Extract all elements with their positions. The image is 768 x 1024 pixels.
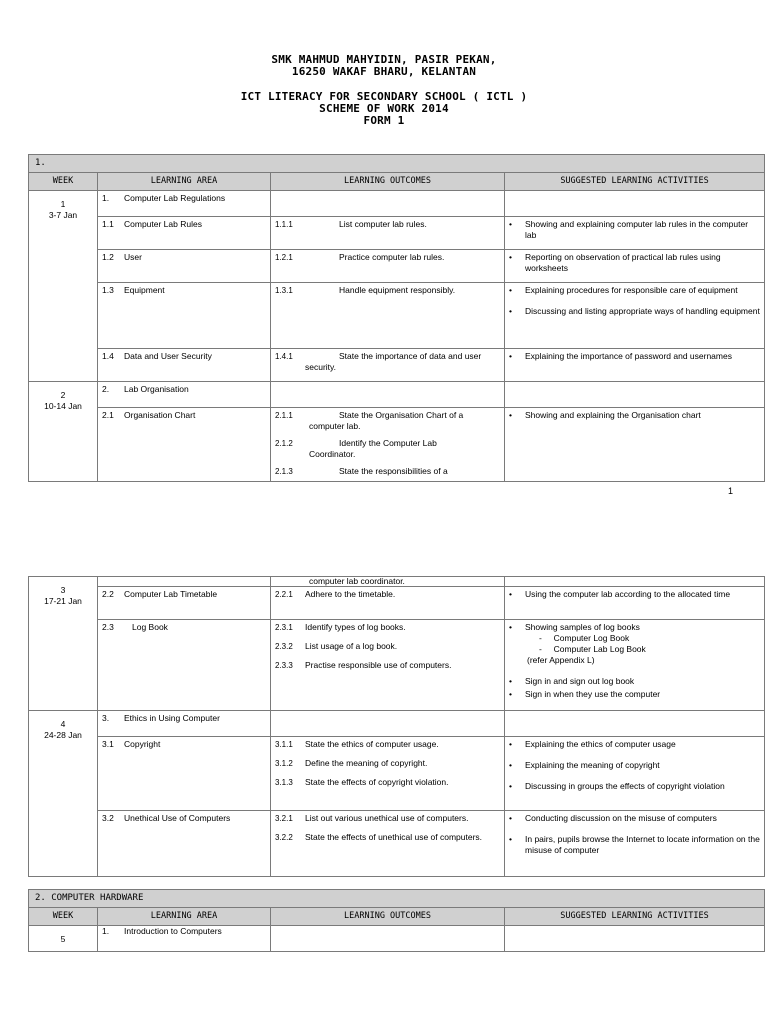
outcome-item: 2.3.2 List usage of a log book. [275, 641, 398, 651]
scheme-table-page1 [28, 154, 765, 482]
week-number: 5 [60, 934, 66, 944]
outcome-item: 1.3.1 Handle equipment responsibly. [275, 285, 456, 295]
school-address: 16250 WAKAF BHARU, KELANTAN [291, 65, 477, 78]
area-cell [98, 811, 271, 877]
activity-item: • Reporting on observation of practical lab rules using worksheets [509, 252, 721, 273]
week-cell [29, 577, 98, 711]
week-header: WEEK [29, 173, 98, 191]
area-label: Computer Lab Rules [124, 219, 202, 229]
outcome-continuation: computer lab. [309, 421, 361, 431]
outcome-item: 1.2.1 Practice computer lab rules. [275, 252, 445, 262]
area-number: 2.2 [102, 589, 114, 599]
activity-item: • Discussing in groups the effects of copyright violation [509, 781, 725, 791]
outcome-item: 1.1.1 List computer lab rules. [275, 219, 427, 229]
topic-cell [98, 382, 271, 408]
activity-item: • Explaining procedures for responsible care of equipment [509, 285, 738, 295]
school-name: SMK MAHMUD MAHYIDIN, PASIR PEKAN, [271, 53, 497, 66]
topic-number: 3. [102, 713, 110, 723]
week-number: 2 [60, 390, 66, 400]
area-cell [98, 283, 271, 349]
learning-area-header: LEARNING AREA [98, 173, 271, 191]
activity-item: • Sign in when they use the computer [509, 689, 661, 699]
outcome-item: 2.2.1 Adhere to the timetable. [275, 589, 396, 599]
scheme-table-page2 [28, 576, 765, 877]
activity-subitem: - Computer Log Book [539, 633, 630, 643]
topic-number: 2. [102, 384, 110, 394]
area-cell [98, 587, 271, 620]
outcome-continuation: Coordinator. [309, 449, 356, 459]
topic-cell [98, 711, 271, 737]
activities-header: SUGGESTED LEARNING ACTIVITIES [505, 173, 765, 191]
week-cell [29, 711, 98, 877]
topic-cell [98, 926, 271, 952]
area-cell [98, 737, 271, 811]
week-number: 3 [60, 585, 66, 595]
topic-title: Introduction to Computers [124, 926, 222, 936]
outcome-item: 2.3.1 Identify types of log books. [275, 622, 406, 632]
activity-item: • Explaining the importance of password and usernames [509, 351, 732, 361]
subject-title: ICT LITERACY FOR SECONDARY SCHOOL ( ICTL ) [240, 90, 528, 103]
activity-item: • Showing samples of log books [509, 622, 640, 632]
form-title: FORM 1 [363, 114, 405, 127]
topic-title: Computer Lab Regulations [124, 193, 226, 203]
outcome-item: 2.1.3 State the responsibilities of a [275, 466, 448, 476]
outcome-item: 1.4.1 State the importance of data and user [275, 351, 482, 361]
area-cell [98, 250, 271, 283]
activity-item: • Sign in and sign out log book [509, 676, 635, 686]
learning-outcomes-header: LEARNING OUTCOMES [271, 908, 505, 926]
outcome-item: 3.1.1 State the ethics of computer usage. [275, 739, 439, 749]
area-number: 2.1 [102, 410, 114, 420]
topic-number: 1. [102, 193, 110, 203]
activity-item: • Explaining the meaning of copyright [509, 760, 660, 770]
week-dates: 17-21 Jan [44, 596, 82, 606]
scheme-table-section2 [28, 889, 765, 952]
outcome-item: 3.2.2 State the effects of unethical use of computers. [275, 832, 483, 842]
topic-number: 1. [102, 926, 110, 936]
week-cell [29, 926, 98, 952]
week-number: 1 [60, 199, 66, 209]
week-cell [29, 191, 98, 382]
activity-item: • In pairs, pupils browse the Internet to locate information on the misuse of computer [509, 834, 760, 855]
topic-title: Lab Organisation [124, 384, 189, 394]
outcome-continuation: security. [305, 362, 337, 372]
learning-area-header: LEARNING AREA [98, 908, 271, 926]
area-label: Data and User Security [124, 351, 212, 361]
area-cell [98, 349, 271, 382]
area-label: Organisation Chart [124, 410, 196, 420]
activities-header: SUGGESTED LEARNING ACTIVITIES [505, 908, 765, 926]
area-label: Unethical Use of Computers [124, 813, 231, 823]
activity-item: • Explaining the ethics of computer usage [509, 739, 676, 749]
topic-title: Ethics in Using Computer [124, 713, 220, 723]
outcome-item: 3.1.2 Define the meaning of copyright. [275, 758, 428, 768]
learning-outcomes-header: LEARNING OUTCOMES [271, 173, 505, 191]
outcome-item: 2.1.1 State the Organisation Chart of a [275, 410, 464, 420]
week-number: 4 [60, 719, 66, 729]
area-number: 1.2 [102, 252, 114, 262]
outcome-item: 3.1.3 State the effects of copyright violation. [275, 777, 449, 787]
section-band: 1. [29, 155, 765, 173]
area-label: Computer Lab Timetable [124, 589, 218, 599]
area-label: Copyright [124, 739, 161, 749]
outcome-item: 2.3.3 Practise responsible use of computers. [275, 660, 452, 670]
scheme-title: SCHEME OF WORK 2014 [319, 102, 449, 115]
week-cell [29, 382, 98, 482]
area-label: User [124, 252, 142, 262]
outcome-item: 2.1.2 Identify the Computer Lab [275, 438, 437, 448]
activity-item: • Conducting discussion on the misuse of computers [509, 813, 717, 823]
activity-item: • Showing and explaining computer lab rules in the computer lab [509, 219, 749, 240]
activity-item: • Using the computer lab according to the allocated time [509, 589, 731, 599]
outcome-item: 3.2.1 List out various unethical use of computers. [275, 813, 469, 823]
area-cell [98, 217, 271, 250]
area-cell [98, 408, 271, 482]
week-dates: 10-14 Jan [44, 401, 82, 411]
week-header: WEEK [29, 908, 98, 926]
area-number: 1.3 [102, 285, 114, 295]
week-dates: 24-28 Jan [44, 730, 82, 740]
area-number: 3.1 [102, 739, 114, 749]
area-cell [98, 620, 271, 711]
activity-subitem: - Computer Lab Log Book [539, 644, 646, 654]
area-label: Log Book [132, 622, 168, 632]
activity-item: • Showing and explaining the Organisation chart [509, 410, 701, 420]
topic-cell [98, 191, 271, 217]
area-number: 1.1 [102, 219, 114, 229]
section-band: 2. COMPUTER HARDWARE [29, 890, 765, 908]
area-number: 1.4 [102, 351, 114, 361]
area-number: 3.2 [102, 813, 114, 823]
area-label: Equipment [124, 285, 165, 295]
area-number: 2.3 [102, 622, 114, 632]
week-dates: 3-7 Jan [48, 210, 78, 220]
outcome-continuation: computer lab coordinator. [271, 577, 505, 587]
page-number: 1 [728, 486, 734, 496]
appendix-reference: (refer Appendix L) [527, 655, 595, 665]
activity-item: • Discussing and listing appropriate ways of handling equipment [509, 306, 760, 316]
